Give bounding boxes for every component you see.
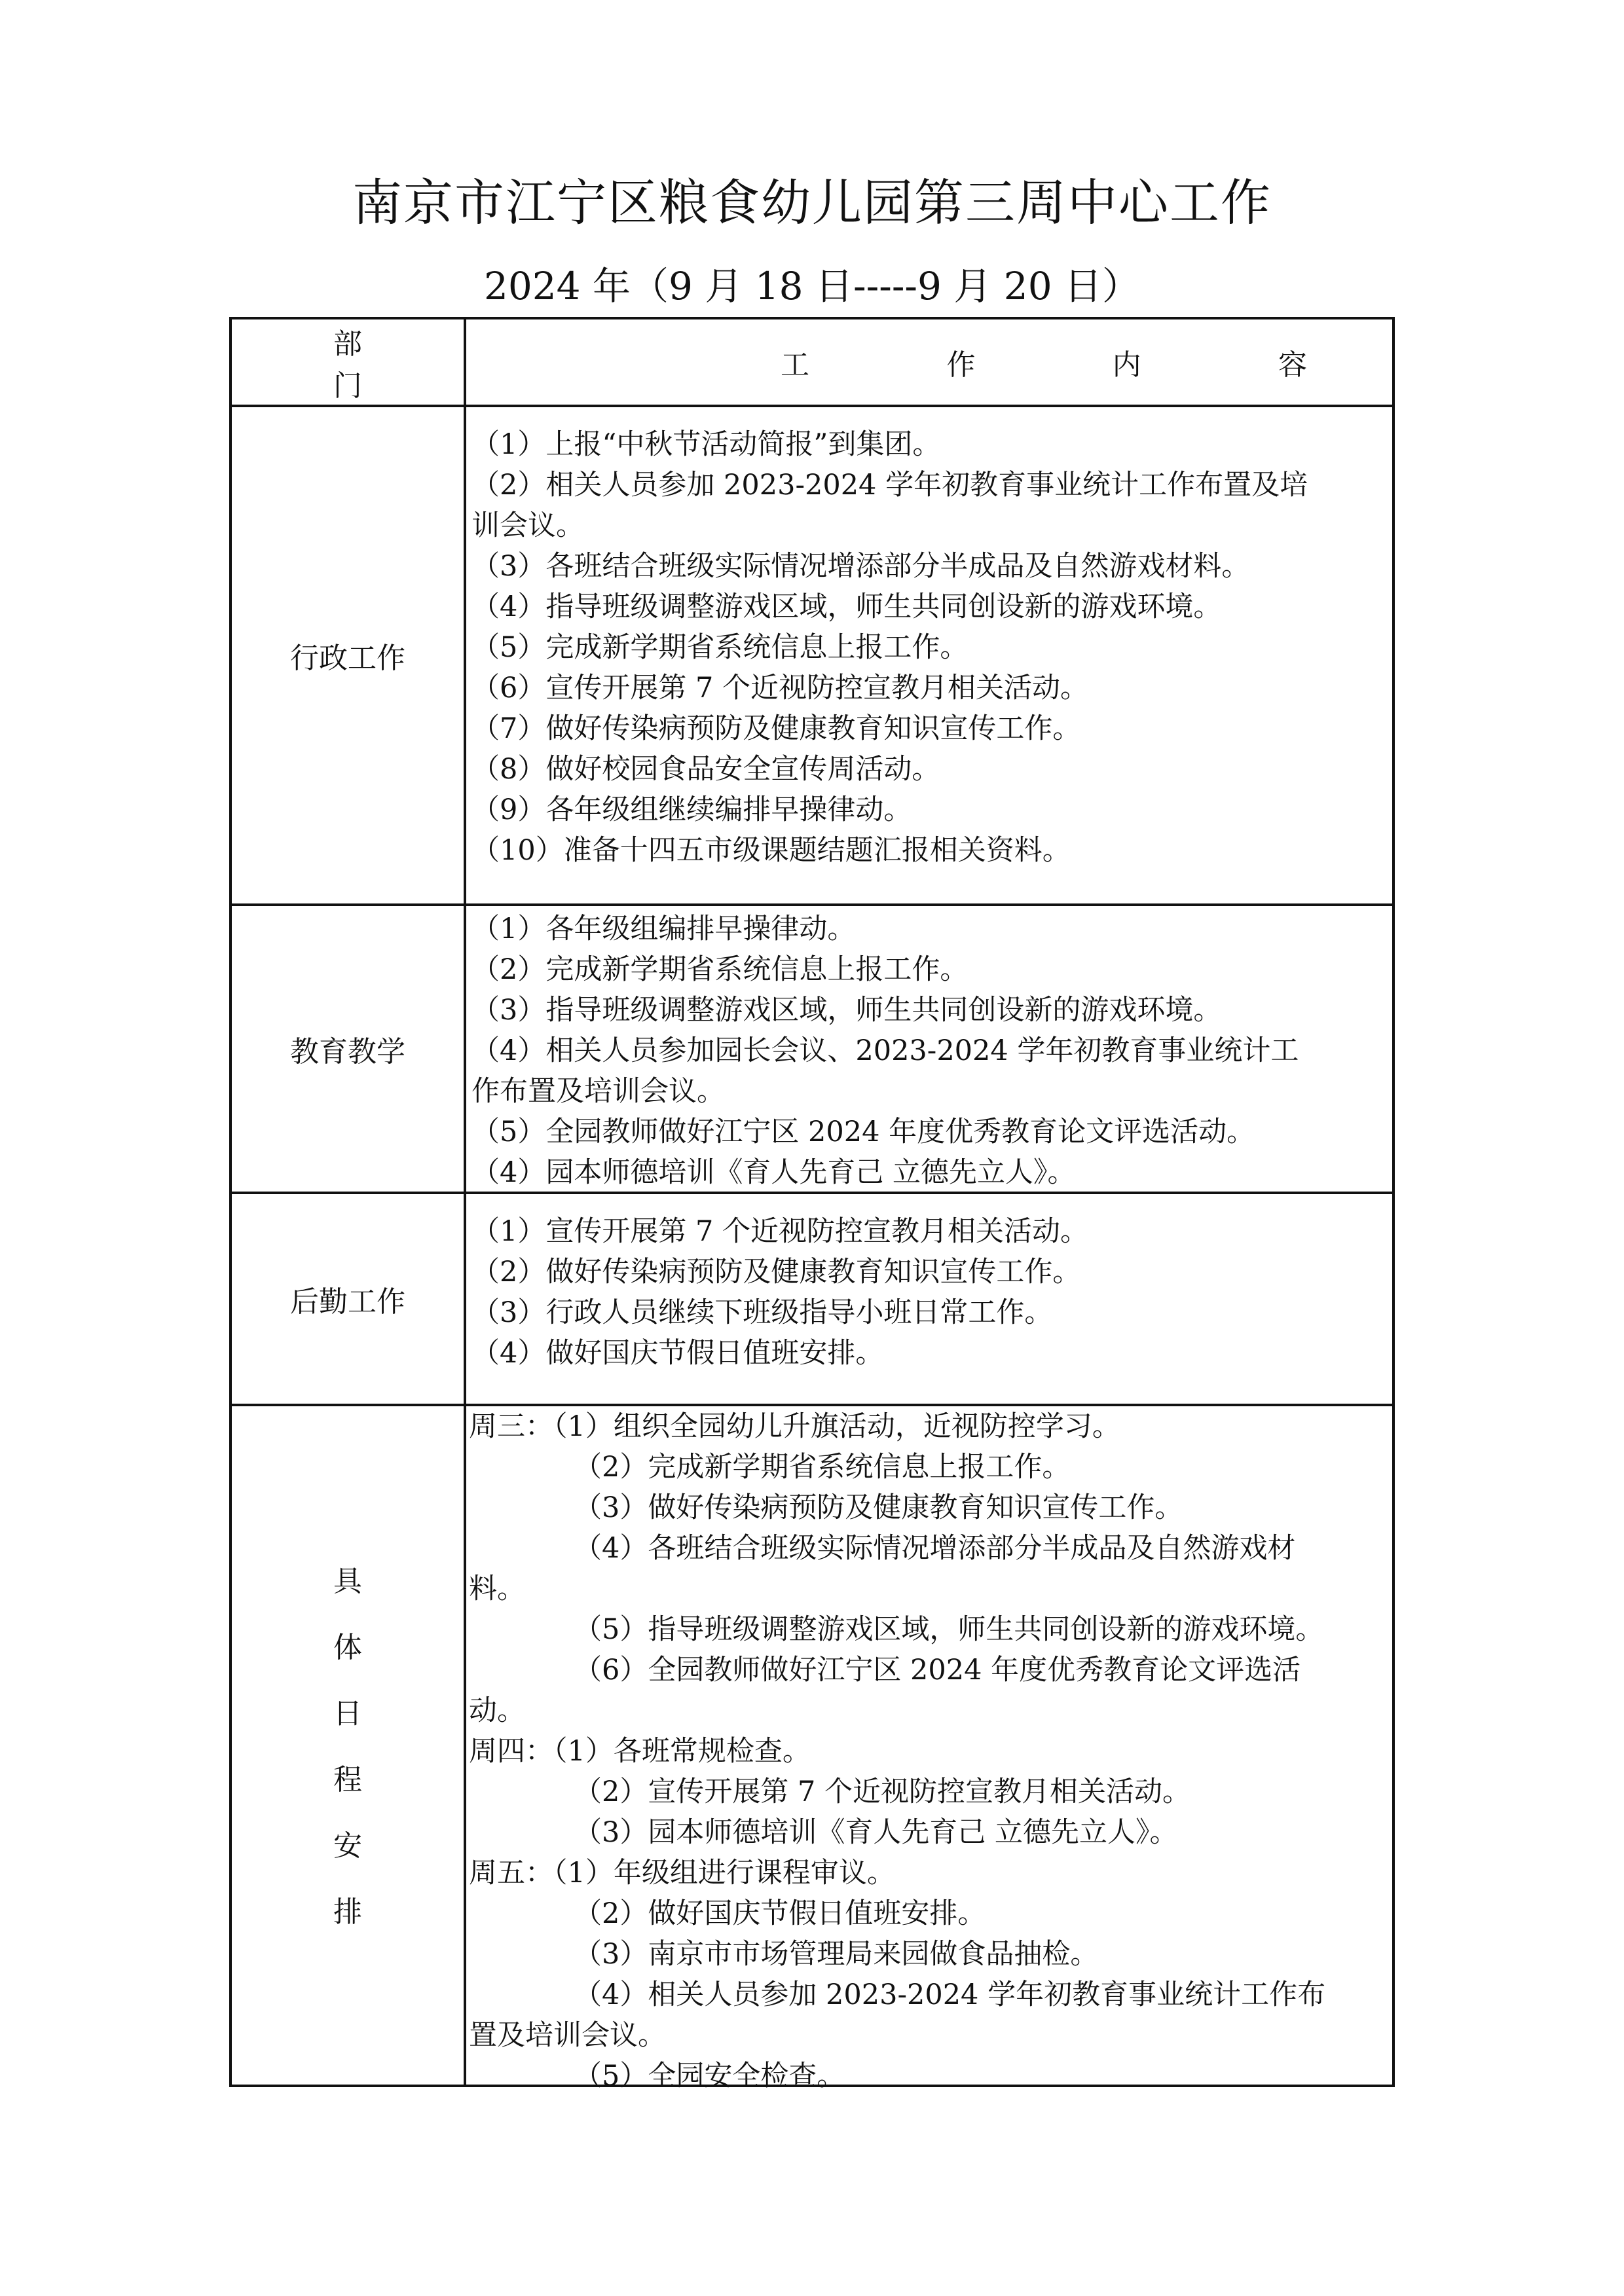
content-line: （4）园本师德培训《育人先育己 立德先立人》。 — [471, 1156, 1076, 1189]
content-line: （5）完成新学期省系统信息上报工作。 — [471, 631, 969, 664]
content-cell-schedule — [466, 1406, 1392, 2096]
header-content-cell — [466, 319, 1392, 405]
schedule-line: 料。 — [469, 1573, 525, 1605]
schedule-line: （2）宣传开展第 7 个近视防控宣教月相关活动。 — [574, 1776, 1191, 1808]
content-line: （3）指导班级调整游戏区域，师生共同创设新的游戏环境。 — [471, 994, 1222, 1027]
schedule-label-char: 安 — [333, 1829, 362, 1863]
content-line: （2）相关人员参加 2023-2024 学年初教育事业统计工作布置及培 — [471, 469, 1308, 501]
schedule-label-char: 排 — [333, 1895, 362, 1929]
content-line: （3）各班结合班级实际情况增添部分半成品及自然游戏材料。 — [471, 550, 1250, 583]
schedule-label-char: 体 — [333, 1631, 362, 1664]
dept-cell-logistics — [232, 1194, 464, 1404]
content-line: （1）各年级组编排早操律动。 — [471, 913, 856, 945]
content-line: 作布置及培训会议。 — [471, 1075, 725, 1108]
schedule-line: （2）完成新学期省系统信息上报工作。 — [574, 1451, 1071, 1484]
content-line: （4）做好国庆节假日值班安排。 — [471, 1337, 884, 1370]
content-line: （2）做好传染病预防及健康教育知识宣传工作。 — [471, 1256, 1081, 1288]
schedule-line: 动。 — [469, 1694, 525, 1727]
dept-label: 教育教学 — [290, 1035, 405, 1068]
schedule-line: （5）全园安全检查。 — [574, 2060, 845, 2092]
content-line: （2）完成新学期省系统信息上报工作。 — [471, 953, 969, 986]
schedule-label-char: 程 — [333, 1763, 362, 1796]
schedule-line: 置及培训会议。 — [469, 2019, 666, 2052]
content-cell-admin — [466, 424, 1392, 871]
header-content-char: 容 — [1278, 348, 1307, 382]
content-line: （4）相关人员参加园长会议、2023-2024 学年初教育事业统计工 — [471, 1034, 1299, 1067]
schedule-line: （3）做好传染病预防及健康教育知识宣传工作。 — [574, 1491, 1183, 1524]
header-dept-label: 部门 — [333, 327, 454, 403]
content-line: （8）做好校园食品安全宣传周活动。 — [471, 753, 940, 786]
dept-cell-teaching — [232, 906, 464, 1192]
content-line: 训会议。 — [471, 509, 584, 542]
content-line: （6）宣传开展第 7 个近视防控宣教月相关活动。 — [471, 672, 1089, 704]
schedule-line: 周三：（1）组织全园幼儿升旗活动，近视防控学习。 — [469, 1410, 1120, 1443]
content-line: （1）上报“中秋节活动简报”到集团。 — [471, 428, 941, 461]
dept-label: 行政工作 — [290, 642, 405, 675]
schedule-line: 周五：（1）年级组进行课程审议。 — [469, 1857, 895, 1889]
dept-cell-schedule — [232, 1406, 464, 2087]
schedule-line: （6）全园教师做好江宁区 2024 年度优秀教育论文评选活 — [574, 1654, 1301, 1686]
content-line: （10）准备十四五市级课题结题汇报相关资料。 — [471, 834, 1071, 867]
content-line: （3）行政人员继续下班级指导小班日常工作。 — [471, 1296, 1053, 1329]
schedule-label-char: 具 — [333, 1565, 362, 1598]
header-dept-cell — [232, 319, 464, 405]
schedule-line: （4）各班结合班级实际情况增添部分半成品及自然游戏材 — [574, 1532, 1296, 1565]
content-line: （7）做好传染病预防及健康教育知识宣传工作。 — [471, 712, 1081, 745]
schedule-line: （3）园本师德培训《育人先育己 立德先立人》。 — [574, 1816, 1178, 1849]
schedule-label-char: 日 — [333, 1697, 362, 1730]
schedule-line: （4）相关人员参加 2023-2024 学年初教育事业统计工作布 — [574, 1978, 1326, 2011]
content-line: （1）宣传开展第 7 个近视防控宣教月相关活动。 — [471, 1215, 1089, 1248]
header-content-char: 内 — [1112, 348, 1141, 382]
schedule-vertical-label — [333, 1548, 362, 1945]
schedule-line: 周四：（1）各班常规检查。 — [469, 1735, 811, 1768]
document-title: 南京市江宁区粮食幼儿园第三周中心工作 — [352, 173, 1272, 232]
content-line: （9）各年级组继续编排早操律动。 — [471, 793, 912, 826]
work-schedule-table — [229, 317, 1395, 2092]
content-cell-logistics — [466, 1211, 1392, 1374]
header-content-char: 作 — [946, 348, 976, 382]
content-cell-teaching — [466, 909, 1392, 1193]
schedule-line: （2）做好国庆节假日值班安排。 — [574, 1897, 986, 1930]
header-content-char: 工 — [781, 348, 809, 382]
schedule-line: （3）南京市市场管理局来园做食品抽检。 — [574, 1938, 1099, 1971]
dept-label: 后勤工作 — [290, 1285, 405, 1319]
content-line: （5）全园教师做好江宁区 2024 年度优秀教育论文评选活动。 — [471, 1116, 1255, 1148]
schedule-line: （5）指导班级调整游戏区域，师生共同创设新的游戏环境。 — [574, 1613, 1324, 1646]
document-date-range: 2024 年（9 月 18 日-----9 月 20 日） — [483, 264, 1141, 308]
content-line: （4）指导班级调整游戏区域，师生共同创设新的游戏环境。 — [471, 591, 1222, 623]
dept-cell-admin — [232, 407, 464, 903]
